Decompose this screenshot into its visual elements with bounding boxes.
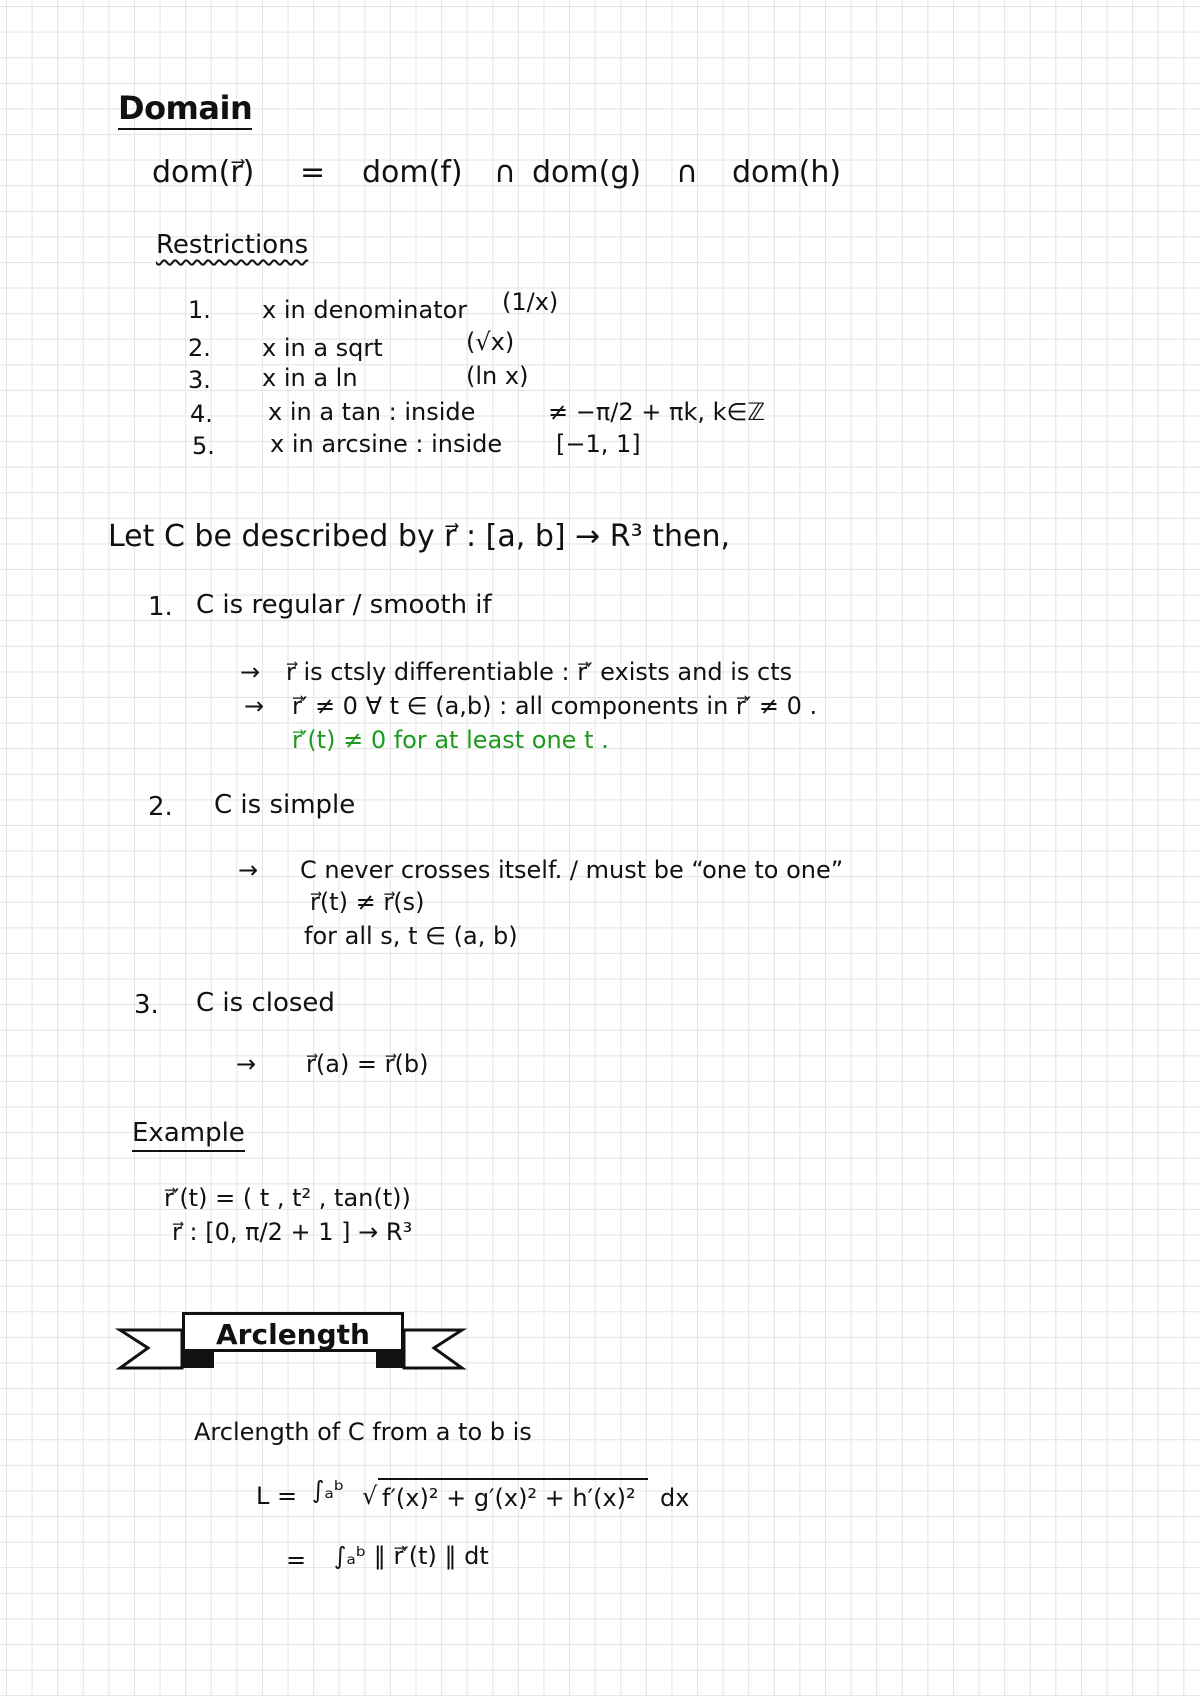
arclength-intro: Arclength of C from a to b is — [194, 1418, 532, 1446]
domain-title: Domain — [118, 92, 252, 130]
dom-r-lhs: dom(r⃗) — [152, 155, 255, 190]
restriction-number: 1. — [188, 296, 211, 324]
restriction-example: (ln x) — [466, 362, 529, 390]
property-title: C is regular / smooth if — [196, 590, 492, 620]
formula-lhs: L = — [256, 1482, 298, 1510]
property-title: C is simple — [214, 790, 356, 820]
restriction-text: x in a tan : inside — [268, 398, 476, 426]
arclength-banner-label: Arclength — [216, 1318, 370, 1351]
formula-dx: dx — [660, 1484, 690, 1512]
dom-f: dom(f) — [362, 155, 463, 190]
dom-h: dom(h) — [732, 155, 842, 190]
example-line-2: r⃗ : [0, π/2 + 1 ] → R³ — [172, 1218, 413, 1246]
property-note-green: r⃗′(t) ≠ 0 for at least one t . — [292, 726, 609, 754]
property-detail: r⃗(a) = r⃗(b) — [306, 1050, 429, 1078]
arrow-icon: → — [238, 856, 259, 884]
restriction-example: (1/x) — [502, 288, 559, 316]
formula-norm: ∫ₐᵇ ‖ r⃗′(t) ‖ dt — [334, 1542, 489, 1570]
integral-symbol: ∫ₐᵇ — [312, 1476, 345, 1504]
property-detail: C never crosses itself. / must be “one to one” — [300, 856, 844, 884]
property-detail: r⃗′ ≠ 0 ∀ t ∈ (a,b) : all components in r⃗′ ≠ 0 . — [292, 692, 818, 720]
property-number: 2. — [148, 792, 173, 822]
restriction-number: 5. — [192, 432, 215, 460]
cap-symbol-1: ∩ — [494, 155, 516, 190]
restriction-example: ≠ −π/2 + πk, k∈ℤ — [548, 398, 766, 426]
restriction-example: (√x) — [466, 328, 515, 356]
property-number: 1. — [148, 592, 173, 622]
restriction-text: x in a sqrt — [262, 334, 383, 362]
arrow-icon: → — [244, 692, 265, 720]
arrow-icon: → — [240, 658, 261, 686]
example-title: Example — [132, 1120, 245, 1152]
restriction-text: x in a ln — [262, 364, 358, 392]
curve-intro: Let C be described by r⃗ : [a, b] → R³ then, — [108, 519, 730, 554]
formula-body: f′(x)² + g′(x)² + h′(x)² — [382, 1484, 636, 1512]
dom-equals: = — [300, 155, 326, 190]
formula-equals: = — [286, 1546, 307, 1574]
property-number: 3. — [134, 990, 159, 1020]
sqrt-bar — [378, 1478, 648, 1480]
restriction-text: x in arcsine : inside — [270, 430, 503, 458]
restrictions-title: Restrictions — [156, 230, 309, 260]
restriction-number: 3. — [188, 366, 211, 394]
example-line-1: r⃗′(t) = ( t , t² , tan(t)) — [164, 1184, 411, 1212]
cap-symbol-2: ∩ — [676, 155, 698, 190]
restriction-example: [−1, 1] — [556, 430, 641, 458]
property-detail: r⃗ is ctsly differentiable : r⃗′ exists and is cts — [286, 658, 793, 686]
restriction-number: 2. — [188, 334, 211, 362]
restriction-number: 4. — [190, 400, 213, 428]
property-detail: for all s, t ∈ (a, b) — [304, 922, 518, 950]
dom-g: dom(g) — [532, 155, 642, 190]
property-detail: r⃗(t) ≠ r⃗(s) — [310, 888, 425, 916]
restriction-text: x in denominator — [262, 296, 468, 324]
arrow-icon: → — [236, 1050, 257, 1078]
sqrt-symbol: √ — [362, 1482, 378, 1510]
property-title: C is closed — [196, 988, 335, 1018]
